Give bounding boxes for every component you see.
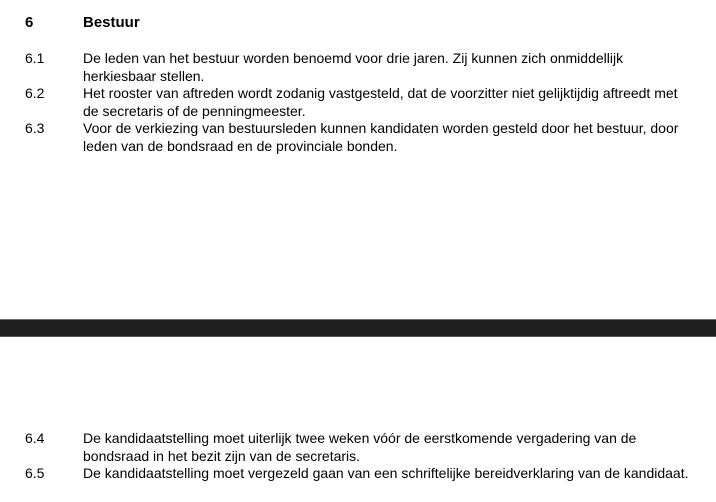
clause-row: [25, 50, 691, 85]
clause-list-page2: [25, 430, 691, 483]
clause-number: 6.1: [25, 50, 45, 66]
clause-row: [25, 85, 691, 120]
clause-row: [25, 430, 691, 465]
section-heading-number: 6: [25, 14, 34, 31]
clause-row: [25, 465, 691, 483]
clause-text: De kandidaatstelling moet vergezeld gaan van een schriftelijke bereidverklaring van de kandidaat.: [83, 465, 689, 481]
clause-number: 6.2: [25, 85, 45, 101]
clause-text: De leden van het bestuur worden benoemd voor drie jaren. Zij kunnen zich onmiddellijk herkiesbaar stellen.: [83, 50, 624, 84]
section-heading-title: Bestuur: [83, 14, 140, 31]
clause-list-page1: [25, 50, 691, 155]
clause-number: 6.4: [25, 430, 45, 446]
section-heading: [25, 14, 691, 32]
clause-text: De kandidaatstelling moet uiterlijk twee weken vóór de eerstkomende vergadering van de bondsraad in het bezit zijn van de secretaris.: [83, 430, 637, 464]
clause-text: Het rooster van aftreden wordt zodanig vastgesteld, dat de voorzitter niet gelijktijdig aftreedt met de secretaris of de penningmeester.: [83, 85, 678, 119]
clause-number: 6.5: [25, 465, 45, 481]
clause-number: 6.3: [25, 120, 45, 136]
clause-text: Voor de verkiezing van bestuursleden kunnen kandidaten worden gesteld door het bestuur, door leden van de bondsraad en de provinciale bonden.: [83, 120, 679, 154]
page-break-bar: [0, 319, 716, 337]
clause-row: [25, 120, 691, 155]
